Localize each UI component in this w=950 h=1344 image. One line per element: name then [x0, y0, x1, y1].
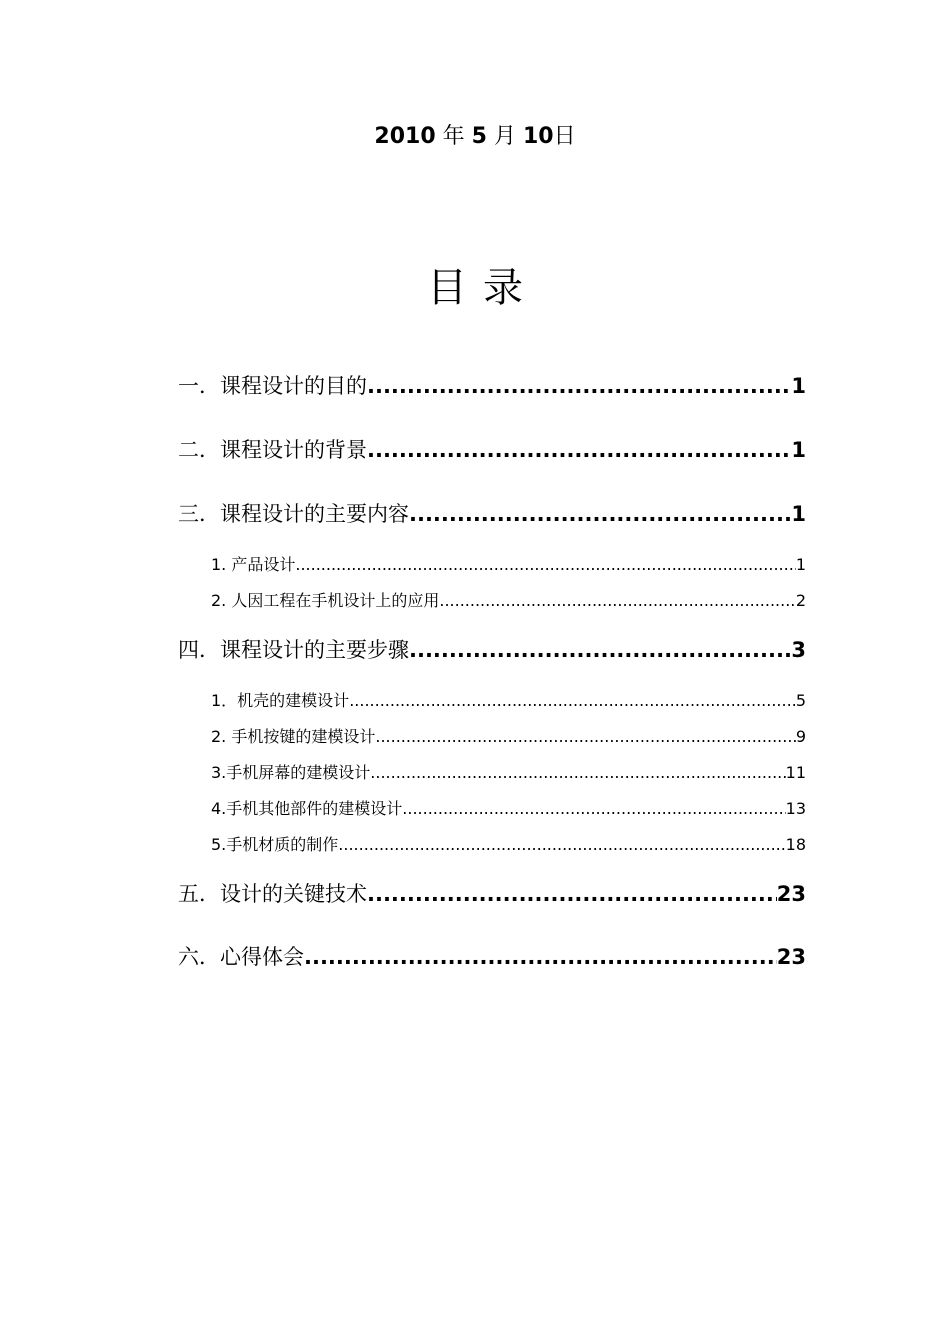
toc-entry-1[interactable] [178, 371, 806, 401]
toc-entry-4-1[interactable] [211, 689, 806, 713]
toc-leader-dots [439, 589, 795, 613]
toc-entry-label: 五．设计的关键技术 [178, 882, 367, 906]
toc-leader-dots [402, 797, 785, 821]
toc-entry-5[interactable] [178, 879, 806, 909]
toc-entry-6[interactable] [178, 942, 806, 972]
toc-entry-3[interactable] [178, 499, 806, 529]
toc-entry-label: 3.手机屏幕的建模设计 [211, 763, 371, 782]
toc-page-number: 3 [791, 638, 806, 662]
toc-leader-dots [367, 435, 791, 465]
toc-entry-label: 三．课程设计的主要内容 [178, 502, 409, 526]
toc-entry-label: 二．课程设计的背景 [178, 438, 367, 462]
toc-title: 目录 [427, 265, 539, 311]
toc-entry-label: 4.手机其他部件的建模设计 [211, 799, 403, 818]
toc-entry-label: 四．课程设计的主要步骤 [178, 638, 409, 662]
toc-page-number: 11 [785, 763, 806, 782]
toc-entry-4-5[interactable] [211, 833, 806, 857]
toc-entry-label: 2. 手机按键的建模设计 [211, 727, 376, 746]
toc-leader-dots [367, 371, 791, 401]
toc-leader-dots [295, 553, 795, 577]
toc-leader-dots [370, 761, 785, 785]
toc-entry-label: 一．课程设计的目的 [178, 374, 367, 398]
toc-entry-4-4[interactable] [211, 797, 806, 821]
toc-entry-3-2[interactable] [211, 589, 806, 613]
toc-page-number: 23 [776, 882, 806, 906]
toc-page-number: 2 [795, 591, 806, 610]
date-year: 2010 [374, 124, 436, 149]
toc-page-number: 1 [791, 438, 806, 462]
toc-leader-dots [349, 689, 796, 713]
date-day-unit: 日 [553, 124, 576, 149]
toc-page-number: 23 [776, 945, 806, 969]
toc-entry-label: 2. 人因工程在手机设计上的应用 [211, 591, 440, 610]
toc-page-number: 9 [795, 727, 806, 746]
toc-leader-dots [375, 725, 795, 749]
toc-leader-dots [304, 942, 777, 972]
toc-entry-4-2[interactable] [211, 725, 806, 749]
toc-leader-dots [338, 833, 785, 857]
date-month: 5 [471, 124, 487, 149]
toc-entry-3-1[interactable] [211, 553, 806, 577]
date-month-unit: 月 [493, 124, 516, 149]
toc-entry-label: 1. 产品设计 [211, 555, 296, 574]
toc-page-number: 1 [795, 555, 806, 574]
toc-leader-dots [409, 635, 791, 665]
toc-page-number: 13 [785, 799, 806, 818]
toc-leader-dots [367, 879, 777, 909]
date-year-unit: 年 [442, 124, 465, 149]
toc-page-number: 1 [791, 502, 806, 526]
toc-leader-dots [409, 499, 791, 529]
toc-entry-label: 1．机壳的建模设计 [211, 691, 350, 710]
date-day: 10 [522, 124, 554, 149]
toc-entry-label: 5.手机材质的制作 [211, 835, 339, 854]
toc-entry-4[interactable] [178, 635, 806, 665]
toc-entry-4-3[interactable] [211, 761, 806, 785]
toc-entry-label: 六．心得体会 [178, 945, 304, 969]
toc-page-number: 18 [785, 835, 806, 854]
toc-page-number: 5 [795, 691, 806, 710]
toc-page-number: 1 [791, 374, 806, 398]
toc-entry-2[interactable] [178, 435, 806, 465]
document-date [0, 122, 950, 152]
